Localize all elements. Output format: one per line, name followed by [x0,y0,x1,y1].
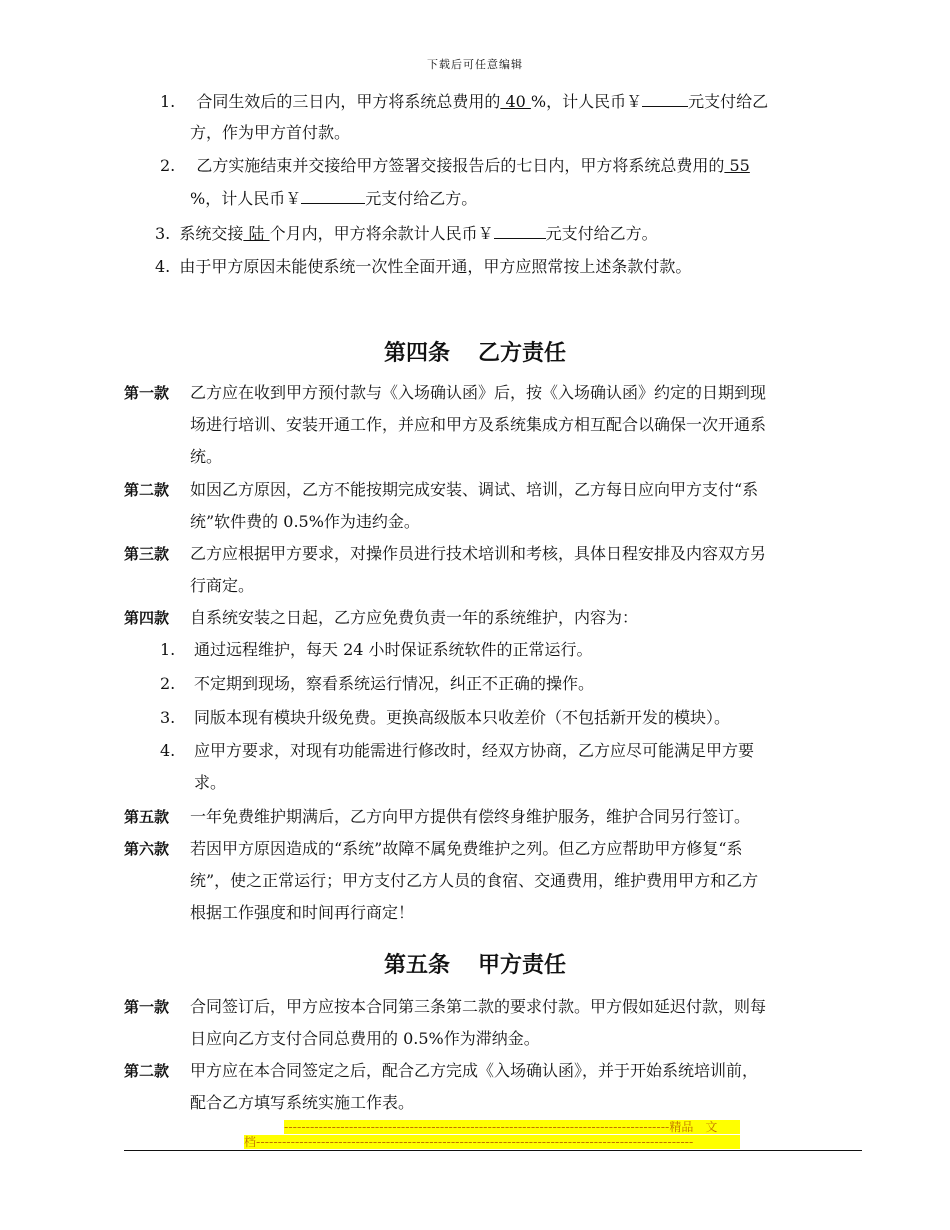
item-text: 个月内，甲方将余款计人民币￥ [269,224,494,243]
clause-text: 配合乙方填写系统实施工作表。 [190,1093,415,1112]
item-text: 元支付给乙方。 [545,224,658,243]
item-text: 元支付给乙方。 [365,189,478,208]
sub-item-text: 不定期到现场，察看系统运行情况，纠正不正确的操作。 [194,674,595,693]
clause-label [124,382,169,404]
clause-label [124,479,169,501]
item-number: 1. [160,92,176,111]
item-text: 系统交接 [179,224,244,243]
clause-label-text: 第一款 [124,998,170,1016]
item-number: 2. [160,156,176,175]
item-number: 3. [155,224,171,243]
clause-text: 行商定。 [190,576,255,595]
sub-item-text: 通过远程维护，每天 24 小时保证系统软件的正常运行。 [194,640,593,659]
clause-label-text: 第一款 [124,384,170,402]
sub-item-text: 同版本现有模块升级免费。更换高级版本只收差价（不包括新开发的模块）。 [194,708,731,727]
clause-text: 合同签订后，甲方应按本合同第三条第二款的要求付款。甲方假如延迟付款，则每 [190,997,767,1016]
clause-text: 乙方应根据甲方要求，对操作员进行技术培训和考核，具体日程安排及内容双方另 [190,544,767,563]
clause-text: 日应向乙方支付合同总费用的 0.5%作为滞纳金。 [190,1029,540,1048]
clause-text: 如因乙方原因，乙方不能按期完成安装、调试、培训，乙方每日应向甲方支付“系 [190,480,759,499]
footer-rule [124,1150,862,1151]
payment-item-4 [155,256,691,278]
percentage-value: 55 [724,156,750,175]
clause-text: 统。 [190,447,223,466]
clause-text: 若因甲方原因造成的“系统”故障不属免费维护之列。但乙方应帮助甲方修复“系 [190,839,743,858]
payment-item-1 [160,90,768,113]
clause-text: 统”，使之正常运行；甲方支付乙方人员的食宿、交通费用，维护费用甲方和乙方 [190,871,759,890]
item-text: 合同生效后的三日内，甲方将系统总费用的 [196,92,501,111]
item-text: 元支付给乙 [688,92,769,111]
item-number: 1. [160,640,176,659]
item-number: 4. [155,257,171,276]
clause-label [124,996,169,1018]
clause-label-text: 第二款 [124,481,170,499]
sub-item-text: 求。 [194,773,227,792]
amount-blank [494,222,546,239]
sub-item [160,707,175,729]
item-text: %，计人民币￥ [530,92,643,111]
clause-label-text: 第五款 [124,808,170,826]
section-title [0,336,950,367]
item-number: 2. [160,674,176,693]
item-number: 3. [160,708,176,727]
section-heading: 甲方责任 [478,953,567,978]
footer-highlight-line-2: 档----------------------------------------------------------------------------------------------------- [244,1135,740,1149]
clause-text: 甲方应在本合同签定之后，配合乙方完成《入场确认函》，并于开始系统培训前， [190,1061,759,1080]
section-number: 第四条 [383,341,450,366]
clause-label [124,543,169,565]
clause-text: 场进行培训、安装开通工作，并应和甲方及系统集成方相互配合以确保一次开通系 [190,415,767,434]
section-number: 第五条 [383,953,450,978]
clause-label [124,1060,169,1082]
payment-item-2-cont [190,187,477,210]
clause-label-text: 第四款 [124,609,170,627]
sub-item [160,673,175,695]
item-text: 乙方实施结束并交接给甲方签署交接报告后的七日内，甲方将系统总费用的 [196,156,725,175]
footer-highlight-line-1: -----------------------------------------------------------------------------------------精品 文 [284,1120,740,1134]
clause-text: 一年免费维护期满后，乙方向甲方提供有偿终身维护服务，维护合同另行签订。 [190,807,751,826]
sub-item-text: 应甲方要求，对现有功能需进行修改时，经双方协商，乙方应尽可能满足甲方要 [194,741,755,760]
sub-item [160,740,175,762]
payment-item-1-cont: 方，作为甲方首付款。 [190,123,351,142]
clause-text: 统”软件费的 0.5%作为违约金。 [190,512,420,531]
section-title [0,948,950,979]
clause-label-text: 第六款 [124,840,170,858]
clause-label [124,806,169,828]
payment-item-3 [155,222,658,245]
clause-text: 自系统安装之日起，乙方应免费负责一年的系统维护，内容为： [190,608,639,627]
page-header: 下载后可任意编辑 [427,58,523,71]
amount-blank [301,187,365,204]
payment-item-2 [160,155,750,177]
clause-label-text: 第二款 [124,1062,170,1080]
sub-item [160,639,175,661]
item-number: 4. [160,741,176,760]
item-text: 由于甲方原因未能使系统一次性全面开通，甲方应照常按上述条款付款。 [179,257,692,276]
clause-text: 乙方应在收到甲方预付款与《入场确认函》后，按《入场确认函》约定的日期到现 [190,383,767,402]
section-heading: 乙方责任 [478,341,567,366]
clause-label-text: 第三款 [124,545,170,563]
item-text: %，计人民币￥ [190,189,302,208]
clause-label [124,838,169,860]
clause-text: 根据工作强度和时间再行商定！ [190,903,415,922]
clause-label [124,607,169,629]
month-value: 陆 [243,224,270,243]
percentage-value: 40 [500,92,531,111]
amount-blank [642,90,688,107]
